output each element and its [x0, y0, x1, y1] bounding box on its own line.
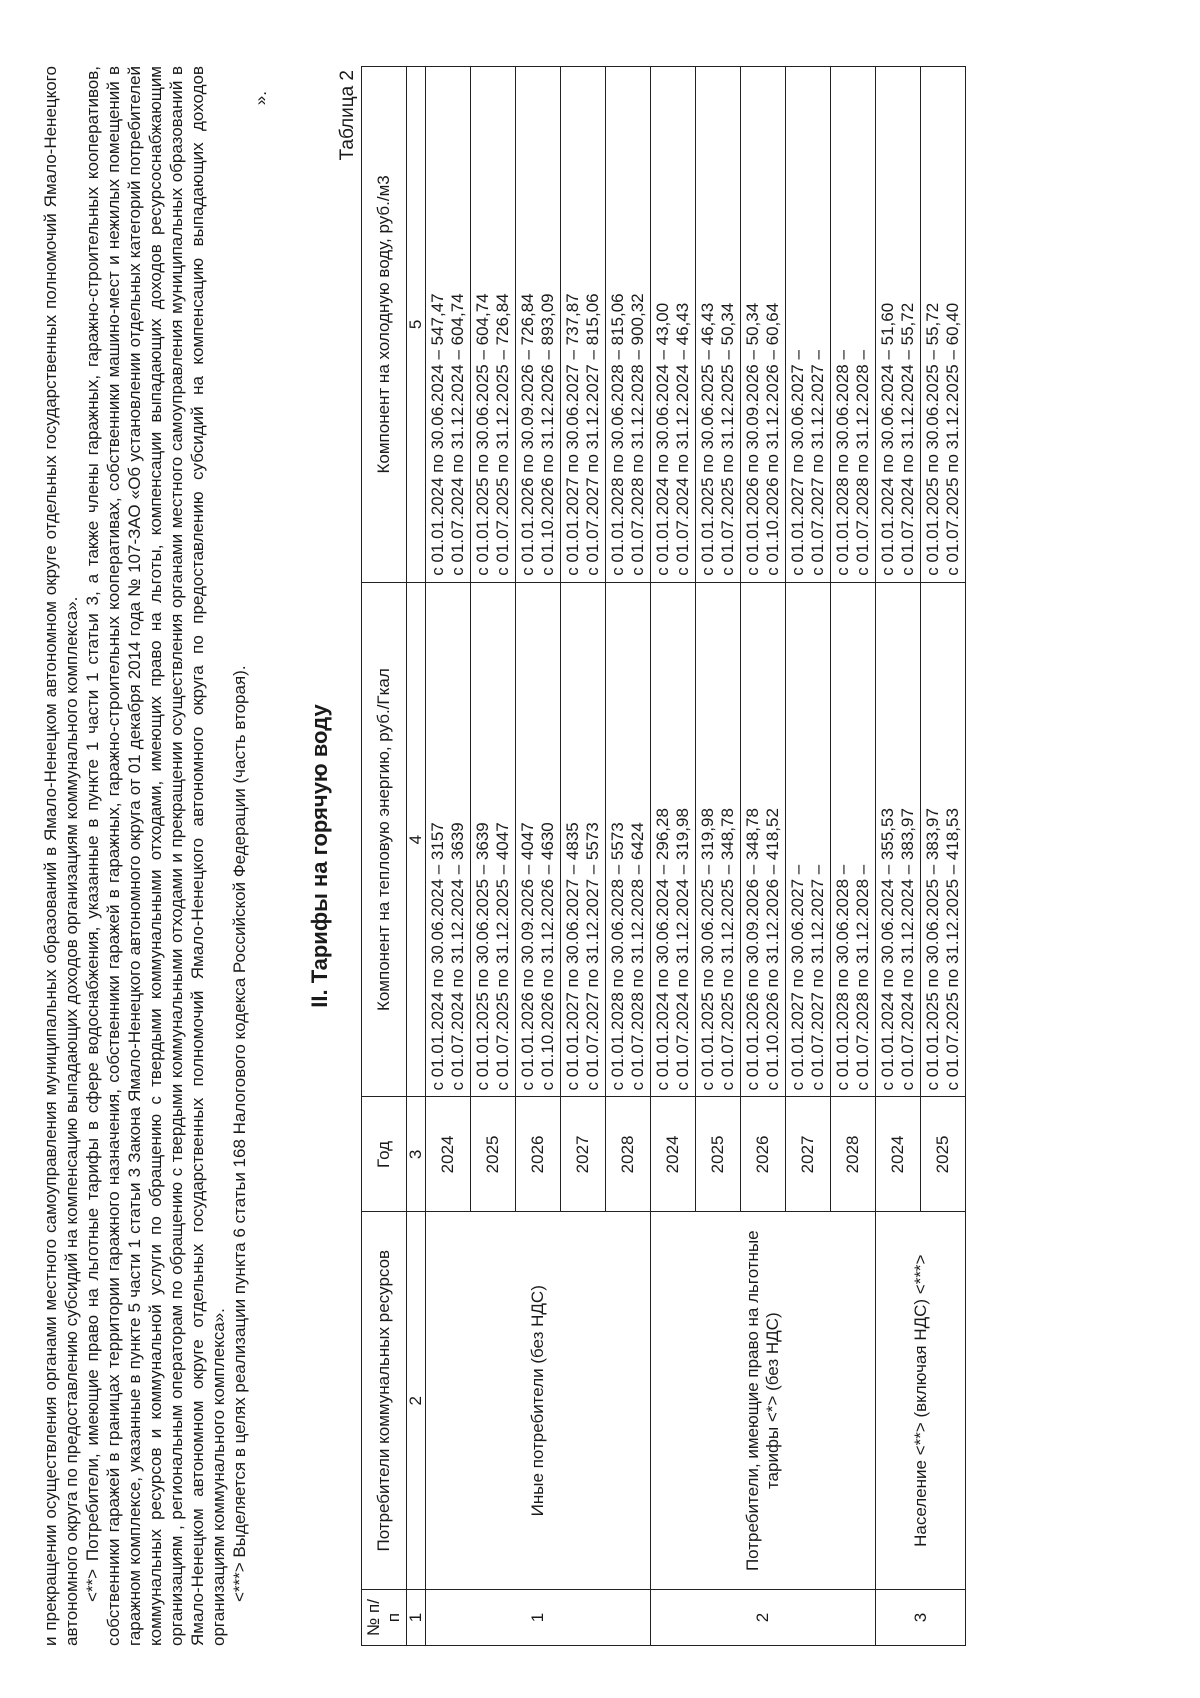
tariff-period: с 01.01.2028 по 30.06.2028 –	[833, 350, 852, 576]
row-number: 1	[426, 1590, 651, 1646]
tariff-period: с 01.07.2025 по 31.12.2025 – 4047	[493, 822, 512, 1091]
row-number: 2	[651, 1590, 876, 1646]
closing-quote-mark: ».	[251, 91, 270, 106]
table-column-numbers-row	[407, 67, 426, 1646]
column-number: 3	[407, 1097, 426, 1212]
consumer-category: Потребители, имеющие право на льготные тарифы <*> (без НДС)	[651, 1212, 876, 1590]
tariff-period: с 01.01.2027 по 30.06.2027 –	[788, 350, 807, 576]
year-cell: 2028	[606, 1097, 651, 1212]
tariff-period: с 01.01.2025 по 30.06.2025 – 604,74	[473, 293, 492, 576]
section-title: II. Тарифы на горячую воду	[307, 704, 332, 1008]
tariff-period: с 01.01.2024 по 30.06.2024 – 296,28	[653, 808, 672, 1091]
heat-tariff-cell	[921, 582, 966, 1097]
heat-tariff-cell	[516, 582, 561, 1097]
row-number: 3	[876, 1590, 966, 1646]
heat-tariff-cell	[426, 582, 471, 1097]
year-cell: 2024	[426, 1097, 471, 1212]
tariff-period: с 01.07.2028 по 31.12.2028 –	[853, 864, 872, 1091]
year-cell: 2025	[471, 1097, 516, 1212]
table-caption: Таблица 2	[337, 70, 358, 161]
footnote-double-star: <**> Потребители, имеющие право на льготные тарифы в сфере водоснабжения, указанные в пункте 1 части 1 статьи 3, а также члены гаражных, гаражно-строительных кооперативов, собственники гаражей в границах территории гаражного назначения, собственники гаражей в гаражных, гаражно-строительных кооперативах, собственники машино-мест и нежилых помещений в гаражном комплексе, указанные в пункте 5 части 1 статьи 3 Закона Ямало-Ненецкого автономного округа от 01 декабря 2014 года № 107-ЗАО «Об установлении отдельных категорий потребителей коммунальных ресурсов и коммунальной услуги по обращению с твердыми коммунальными отходами, имеющих право на льготы, компенсации выпадающих доходов ресурсоснабжающим организациям , региональным операторам по обращению с твердыми коммунальными отходами и прекращении осуществления органами местного самоуправления муниципальных образований в Ямало-Ненецком автономном округе отдельных государственных полномочий Ямало-Ненецкого автономного округа по предоставлению субсидий на компенсацию выпадающих доходов организациям коммунального комплекса».	[83, 66, 228, 1646]
tariff-period: с 01.07.2027 по 31.12.2027 –	[808, 864, 827, 1091]
tariff-period: с 01.07.2027 по 31.12.2027 – 5573	[583, 822, 602, 1091]
tariff-period: с 01.01.2025 по 30.06.2025 – 3639	[473, 822, 492, 1091]
paragraph-continuation: и прекращении осуществления органами местного самоуправления муниципальных образований в Ямало-Ненецком автономном округе отдельных государственных полномочий Ямало-Ненецкого автономного округа по предоставлению субсидий на компенсацию выпадающих доходов организациям коммунального комплекса».	[41, 66, 81, 1646]
tariff-period: с 01.10.2026 по 31.12.2026 – 893,09	[538, 293, 557, 576]
consumer-category: Население <**> (включая НДС) <***>	[876, 1212, 966, 1590]
table-row	[876, 67, 921, 1646]
header-year: Год	[362, 1097, 407, 1212]
water-tariff-cell	[831, 67, 876, 583]
heat-tariff-cell	[561, 582, 606, 1097]
water-tariff-cell	[426, 67, 471, 583]
tariff-period: с 01.07.2025 по 31.12.2025 – 418,53	[943, 808, 962, 1091]
tariff-period: с 01.07.2025 по 31.12.2025 – 50,34	[718, 302, 737, 576]
tariff-period: с 01.07.2028 по 31.12.2028 –	[853, 350, 872, 576]
tariff-period: с 01.01.2026 по 30.09.2026 – 348,78	[743, 808, 762, 1091]
footnote-triple-star: <***> Выделяется в целях реализации пункта 6 статьи 168 Налогового кодекса Российской Федерации (часть вторая).	[230, 665, 249, 1602]
tariff-period: с 01.01.2024 по 30.06.2024 – 3157	[428, 822, 447, 1091]
tariff-period: с 01.07.2024 по 31.12.2024 – 55,72	[898, 302, 917, 576]
heat-tariff-cell	[786, 582, 831, 1097]
tariff-period: с 01.07.2028 по 31.12.2028 – 900,32	[628, 293, 647, 576]
year-cell: 2028	[831, 1097, 876, 1212]
heat-tariff-cell	[606, 582, 651, 1097]
table-body	[426, 67, 966, 1646]
tariff-period: с 01.01.2027 по 30.06.2027 –	[788, 864, 807, 1091]
tariff-period: с 01.01.2028 по 30.06.2028 – 5573	[608, 822, 627, 1091]
year-cell: 2027	[786, 1097, 831, 1212]
tariff-period: с 01.01.2025 по 30.06.2025 – 319,98	[698, 808, 717, 1091]
year-cell: 2024	[651, 1097, 696, 1212]
heat-tariff-cell	[696, 582, 741, 1097]
year-cell: 2025	[696, 1097, 741, 1212]
year-cell: 2026	[516, 1097, 561, 1212]
water-tariff-cell	[606, 67, 651, 583]
tariff-period: с 01.01.2025 по 30.06.2025 – 46,43	[698, 302, 717, 576]
tariff-period: с 01.07.2025 по 31.12.2025 – 726,84	[493, 293, 512, 576]
tariff-period: с 01.07.2027 по 31.12.2027 –	[808, 350, 827, 576]
year-cell: 2025	[921, 1097, 966, 1212]
column-number: 5	[407, 67, 426, 583]
tariff-period: с 01.07.2024 по 31.12.2024 – 383,97	[898, 808, 917, 1091]
tariff-period: с 01.07.2024 по 31.12.2024 – 46,43	[673, 302, 692, 576]
tariff-period: с 01.01.2024 по 30.06.2024 – 51,60	[878, 302, 897, 576]
tariff-period: с 01.07.2024 по 31.12.2024 – 604,74	[448, 293, 467, 576]
page-content	[40, 66, 966, 1646]
heat-tariff-cell	[831, 582, 876, 1097]
tariff-period: с 01.10.2026 по 31.12.2026 – 4630	[538, 822, 557, 1091]
tariff-period: с 01.01.2028 по 30.06.2028 – 815,06	[608, 293, 627, 576]
tariff-period: с 01.01.2026 по 30.09.2026 – 4047	[518, 822, 537, 1091]
tariff-period: с 01.07.2027 по 31.12.2027 – 815,06	[583, 293, 602, 576]
water-tariff-cell	[651, 67, 696, 583]
water-tariff-cell	[876, 67, 921, 583]
tariff-table	[361, 66, 966, 1646]
table-row	[426, 67, 471, 1646]
tariff-period: с 01.01.2027 по 30.06.2027 – 737,87	[563, 293, 582, 576]
header-consumers: Потребители коммунальных ресурсов	[362, 1212, 407, 1590]
water-tariff-cell	[786, 67, 831, 583]
heat-tariff-cell	[876, 582, 921, 1097]
tariff-period: с 01.01.2025 по 30.06.2025 – 55,72	[923, 302, 942, 576]
tariff-period: с 01.07.2024 по 31.12.2024 – 319,98	[673, 808, 692, 1091]
column-number: 2	[407, 1212, 426, 1590]
tariff-period: с 01.01.2024 по 30.06.2024 – 547,47	[428, 293, 447, 576]
header-number: № п/п	[362, 1590, 407, 1646]
column-number: 1	[407, 1590, 426, 1646]
water-tariff-cell	[561, 67, 606, 583]
tariff-period: с 01.01.2026 по 30.09.2026 – 726,84	[518, 293, 537, 576]
tariff-period: с 01.01.2024 по 30.06.2024 – 43,00	[653, 302, 672, 576]
tariff-period: с 01.10.2026 по 31.12.2026 – 60,64	[763, 302, 782, 576]
tariff-period: с 01.01.2027 по 30.06.2027 – 4835	[563, 822, 582, 1091]
tariff-period: с 01.01.2026 по 30.09.2026 – 50,34	[743, 302, 762, 576]
heat-tariff-cell	[741, 582, 786, 1097]
header-water-component: Компонент на холодную воду, руб./м3	[362, 67, 407, 583]
water-tariff-cell	[516, 67, 561, 583]
tariff-period: с 01.01.2025 по 30.06.2025 – 383,97	[923, 808, 942, 1091]
year-cell: 2027	[561, 1097, 606, 1212]
tariff-period: с 01.07.2028 по 31.12.2028 – 6424	[628, 822, 647, 1091]
year-cell: 2026	[741, 1097, 786, 1212]
water-tariff-cell	[921, 67, 966, 583]
heat-tariff-cell	[471, 582, 516, 1097]
header-heat-component: Компонент на тепловую энергию, руб./Гкал	[362, 582, 407, 1097]
water-tariff-cell	[471, 67, 516, 583]
tariff-period: с 01.10.2026 по 31.12.2026 – 418,52	[763, 808, 782, 1091]
consumer-category: Иные потребители (без НДС)	[426, 1212, 651, 1590]
tariff-period: с 01.07.2024 по 31.12.2024 – 3639	[448, 822, 467, 1091]
table-header-row	[362, 67, 407, 1646]
water-tariff-cell	[696, 67, 741, 583]
heat-tariff-cell	[651, 582, 696, 1097]
tariff-period: с 01.07.2025 по 31.12.2025 – 60,40	[943, 302, 962, 576]
table-row	[651, 67, 696, 1646]
tariff-period: с 01.07.2025 по 31.12.2025 – 348,78	[718, 808, 737, 1091]
column-number: 4	[407, 582, 426, 1097]
tariff-period: с 01.01.2028 по 30.06.2028 –	[833, 864, 852, 1091]
tariff-period: с 01.01.2024 по 30.06.2024 – 355,53	[878, 808, 897, 1091]
year-cell: 2024	[876, 1097, 921, 1212]
water-tariff-cell	[741, 67, 786, 583]
